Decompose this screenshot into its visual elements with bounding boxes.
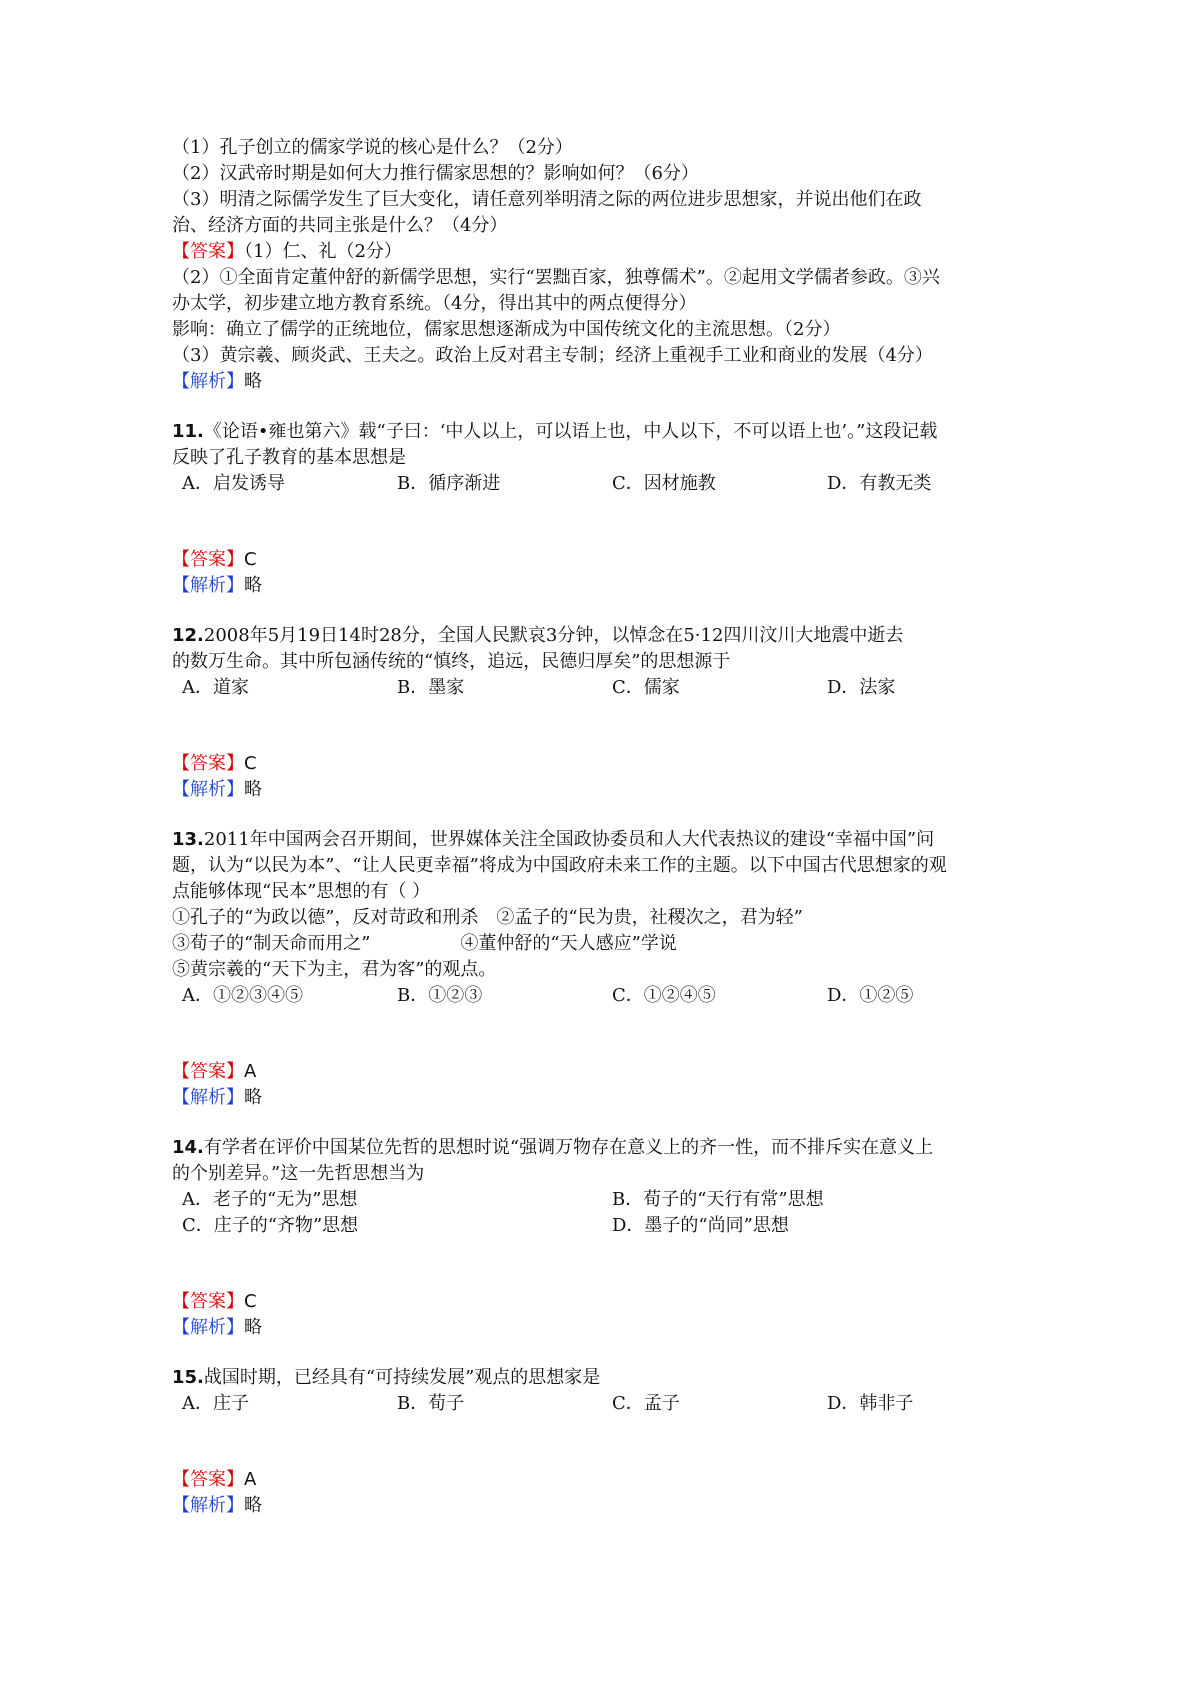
answer-tag: 【答案】 <box>172 1469 244 1490</box>
question-stem <box>172 623 1052 649</box>
option-b: B．①②③ <box>397 985 483 1006</box>
option-c: C．儒家 <box>612 677 680 698</box>
option-a: A．老子的“无为”思想 <box>182 1189 358 1210</box>
question-text: 战国时期，已经具有“可持续发展”观点的思想家是 <box>203 1367 601 1388</box>
analysis-text: 略 <box>244 1087 262 1108</box>
sub-question-2: （2）汉武帝时期是如何大力推行儒家思想的？影响如何？（6分） <box>172 163 699 184</box>
answer-tag: 【答案】 <box>172 1291 244 1312</box>
question-11 <box>172 419 1052 599</box>
question-number: 14. <box>172 1137 204 1158</box>
answer-tag: 【答案】 <box>172 549 244 570</box>
answer-text-5: （3）黄宗羲、顾炎武、王夫之。政治上反对君主专制；经济上重视手工业和商业的发展（4分） <box>172 345 933 366</box>
question-stem <box>172 1135 1052 1161</box>
question-12 <box>172 623 1052 803</box>
answer-text: C <box>244 1291 257 1312</box>
analysis-text: 略 <box>244 779 262 800</box>
analysis-line <box>172 1493 1052 1519</box>
options-row <box>172 983 1052 1009</box>
option-c: C．因材施教 <box>612 473 716 494</box>
analysis-line <box>172 573 1052 599</box>
question-13 <box>172 827 1052 1111</box>
analysis-line <box>172 1315 1052 1341</box>
answer-line <box>172 239 1052 265</box>
question-text: 《论语•雍也第六》载“子曰：‘中人以上，可以语上也，中人以下，不可以语上也’。”这段记载 <box>203 421 938 442</box>
option-d: D．①②⑤ <box>827 985 914 1006</box>
sub-question-3-line1: （3）明清之际儒学发生了巨大变化，请任意列举明清之际的两位进步思想家，并说出他们在政 <box>172 189 922 210</box>
analysis-tag: 【解析】 <box>172 779 244 800</box>
question-number: 11. <box>172 421 204 442</box>
answer-tag: 【答案】 <box>172 753 244 774</box>
option-a: A．启发诱导 <box>182 473 285 494</box>
answer-line <box>172 1059 1052 1085</box>
question-text: 2011年中国两会召开期间，世界媒体关注全国政协委员和人大代表热议的建设“幸福中国”问 <box>203 829 935 850</box>
option-b: B．循序渐进 <box>397 473 501 494</box>
analysis-line <box>172 369 1052 395</box>
prev-question-block <box>172 135 1052 395</box>
options-row <box>172 675 1052 701</box>
question-number: 13. <box>172 829 204 850</box>
analysis-tag: 【解析】 <box>172 1495 244 1516</box>
analysis-tag: 【解析】 <box>172 1087 244 1108</box>
analysis-text: 略 <box>244 1317 262 1338</box>
question-stem <box>172 419 1052 445</box>
question-text-2: 的数万生命。其中所包涵传统的“慎终，追远，民德归厚矣”的思想源于 <box>172 651 731 672</box>
sub-question-1: （1）孔子创立的儒家学说的核心是什么？（2分） <box>172 137 573 158</box>
option-b: B．荀子 <box>397 1393 465 1414</box>
answer-text: （1）仁、礼（2分） <box>244 241 402 262</box>
option-c: C．孟子 <box>612 1393 680 1414</box>
option-c: C．庄子的“齐物”思想 <box>182 1215 359 1236</box>
answer-line <box>172 1289 1052 1315</box>
analysis-line <box>172 1085 1052 1111</box>
sub-question-3-line2: 治、经济方面的共同主张是什么？（4分） <box>172 215 508 236</box>
analysis-text: 略 <box>244 371 262 392</box>
options-row <box>172 471 1052 497</box>
options-row <box>172 1391 1052 1417</box>
option-a: A．庄子 <box>182 1393 249 1414</box>
question-stem <box>172 827 1052 853</box>
answer-tag: 【答案】 <box>172 241 244 262</box>
statement-1: ①孔子的“为政以德”，反对苛政和刑杀 ②孟子的“民为贵，社稷次之，君为轻” <box>172 907 803 928</box>
option-a: A．道家 <box>182 677 249 698</box>
question-text-2: 题，认为“以民为本”、“让人民更幸福”将成为中国政府未来工作的主题。以下中国古代思想家的观 <box>172 855 947 876</box>
answer-text: A <box>244 1469 257 1490</box>
analysis-tag: 【解析】 <box>172 371 244 392</box>
document-page <box>172 135 1052 1519</box>
option-a: A．①②③④⑤ <box>182 985 303 1006</box>
question-text: 有学者在评价中国某位先哲的思想时说“强调万物存在意义上的齐一性，而不排斥实在意义上 <box>203 1137 934 1158</box>
answer-line <box>172 1467 1052 1493</box>
question-text-3: 点能够体现“民本”思想的有（ ） <box>172 881 431 902</box>
option-d: D．有教无类 <box>827 473 932 494</box>
statement-3: ⑤黄宗羲的“天下为主，君为客”的观点。 <box>172 959 497 980</box>
option-d: D．墨子的“尚同”思想 <box>612 1215 789 1236</box>
answer-text: C <box>244 549 257 570</box>
option-b: B．荀子的“天行有常”思想 <box>612 1189 824 1210</box>
option-d: D．法家 <box>827 677 896 698</box>
answer-text: A <box>244 1061 257 1082</box>
option-d: D．韩非子 <box>827 1393 914 1414</box>
answer-tag: 【答案】 <box>172 1061 244 1082</box>
answer-line <box>172 547 1052 573</box>
option-b: B．墨家 <box>397 677 465 698</box>
options-row-2 <box>172 1213 1052 1239</box>
analysis-tag: 【解析】 <box>172 575 244 596</box>
answer-text-3: 办太学，初步建立地方教育系统。（4分，得出其中的两点便得分） <box>172 293 697 314</box>
question-stem <box>172 1365 1052 1391</box>
options-row-1 <box>172 1187 1052 1213</box>
answer-text-4: 影响：确立了儒学的正统地位，儒家思想逐渐成为中国传统文化的主流思想。（2分） <box>172 319 841 340</box>
answer-line <box>172 751 1052 777</box>
question-number: 12. <box>172 625 204 646</box>
question-number: 15. <box>172 1367 204 1388</box>
answer-text: C <box>244 753 257 774</box>
option-c: C．①②④⑤ <box>612 985 716 1006</box>
statement-2: ③荀子的“制天命而用之” ④董仲舒的“天人感应”学说 <box>172 933 677 954</box>
analysis-text: 略 <box>244 1495 262 1516</box>
question-15 <box>172 1365 1052 1519</box>
analysis-tag: 【解析】 <box>172 1317 244 1338</box>
analysis-text: 略 <box>244 575 262 596</box>
question-14 <box>172 1135 1052 1341</box>
question-text: 2008年5月19日14时28分，全国人民默哀3分钟，以悼念在5·12四川汶川大地震中逝去 <box>203 625 904 646</box>
question-text-2: 的个别差异。”这一先哲思想当为 <box>172 1163 425 1184</box>
question-text-2: 反映了孔子教育的基本思想是 <box>172 447 406 468</box>
answer-text-2: （2）①全面肯定董仲舒的新儒学思想，实行“罢黜百家，独尊儒术”。②起用文学儒者参政。③兴 <box>172 267 940 288</box>
analysis-line <box>172 777 1052 803</box>
